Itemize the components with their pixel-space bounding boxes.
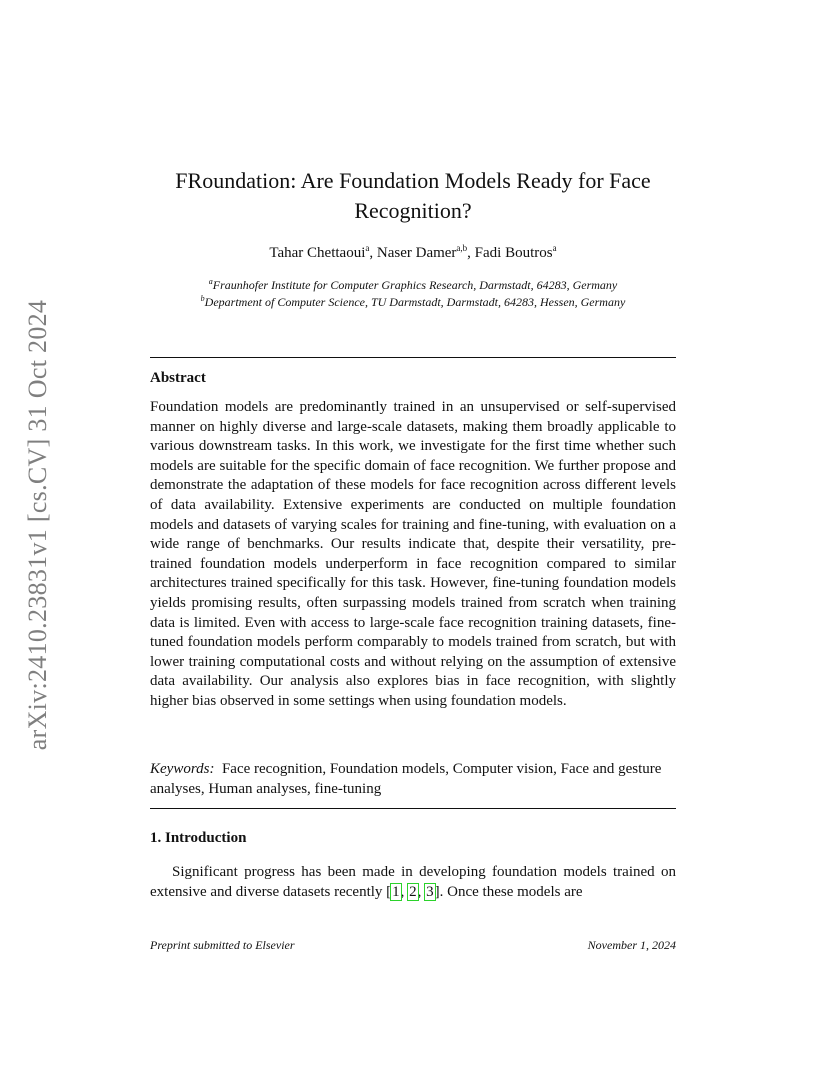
- affiliation-mark: b: [200, 294, 205, 303]
- intro-text-before: Significant progress has been made in developing foundation models trained on extensive and diverse datasets recently [: [150, 864, 676, 900]
- author-name: Naser Damer: [376, 245, 457, 261]
- author-name: Fadi Boutros: [474, 245, 553, 261]
- affiliation-a: [150, 277, 676, 293]
- bottom-rule: [150, 808, 676, 809]
- top-rule: [150, 357, 676, 358]
- affiliation-b: [150, 294, 676, 310]
- affiliation-text: Department of Computer Science, TU Darmstadt, Darmstadt, 64283, Hessen, Germany: [204, 295, 626, 309]
- author-separator: ,: [369, 245, 377, 261]
- intro-text-after: ]. Once these models are: [434, 884, 583, 900]
- affiliation-text: Fraunhofer Institute for Computer Graphics Research, Darmstadt, 64283, Germany: [212, 278, 618, 292]
- introduction-text: Significant progress has been made in developing foundation models trained on extensive and diverse datasets recently [1, 2, 3]. Once these models are: [150, 864, 676, 900]
- author-separator: ,: [467, 245, 475, 261]
- section-heading-introduction: 1. Introduction: [150, 830, 247, 846]
- arxiv-identifier: arXiv:2410.23831v1 [cs.CV] 31 Oct 2024: [23, 299, 52, 751]
- affiliation-mark: a: [208, 277, 213, 286]
- author-name: Tahar Chettaoui: [269, 245, 366, 261]
- footer-date: November 1, 2024: [587, 938, 676, 952]
- footer-preprint-note: Preprint submitted to Elsevier: [150, 938, 295, 952]
- title-line-2: Recognition?: [354, 198, 472, 223]
- author-affil-mark: a: [552, 243, 557, 253]
- keywords: [150, 760, 676, 799]
- abstract-body: Foundation models are predominantly trained in an unsupervised or self-supervised manner on highly diverse and large-scale datasets, making them broadly applicable to various downstream tasks. In this work, we investigate for the first time whether such models are suitable for the specific domain of face recognition. We further propose and demonstrate the adaptation of these models for face recognition across different levels of data availability. Extensive experiments are conducted on multiple foundation models and datasets of varying scales for training and fine-tuning, with evaluation on a wide range of benchmarks. Our results indicate that, despite their versatility, pre-trained foundation models underperform in face recognition compared to similar architectures trained specifically for this task. However, fine-tuning foundation models yields promising results, often surpassing models trained from scratch when training data is limited. Even with access to large-scale face recognition training datasets, fine-tuned foundation models perform comparably to models trained from scratch, but with lower training computational costs and without relying on the assumption of extensive data availability. Our analysis also explores bias in face recognition, with slightly higher bias observed in some settings when using foundation models.: [150, 399, 676, 709]
- keywords-text: Face recognition, Foundation models, Computer vision, Face and gesture analyses, Human analyses, fine-tuning: [150, 761, 662, 797]
- citation-link[interactable]: 2: [409, 884, 417, 900]
- paper-title: [150, 166, 676, 226]
- citation-link[interactable]: 3: [426, 884, 434, 900]
- citation-link[interactable]: 1: [392, 884, 400, 900]
- author-affil-mark: a,b: [456, 243, 468, 253]
- arxiv-sidebar: [16, 290, 60, 760]
- keywords-label: Keywords:: [150, 761, 215, 777]
- author-list: [150, 243, 676, 262]
- author-affil-mark: a: [365, 243, 370, 253]
- title-line-1: FRoundation: Are Foundation Models Ready for Face: [175, 168, 651, 193]
- abstract-heading: Abstract: [150, 370, 206, 386]
